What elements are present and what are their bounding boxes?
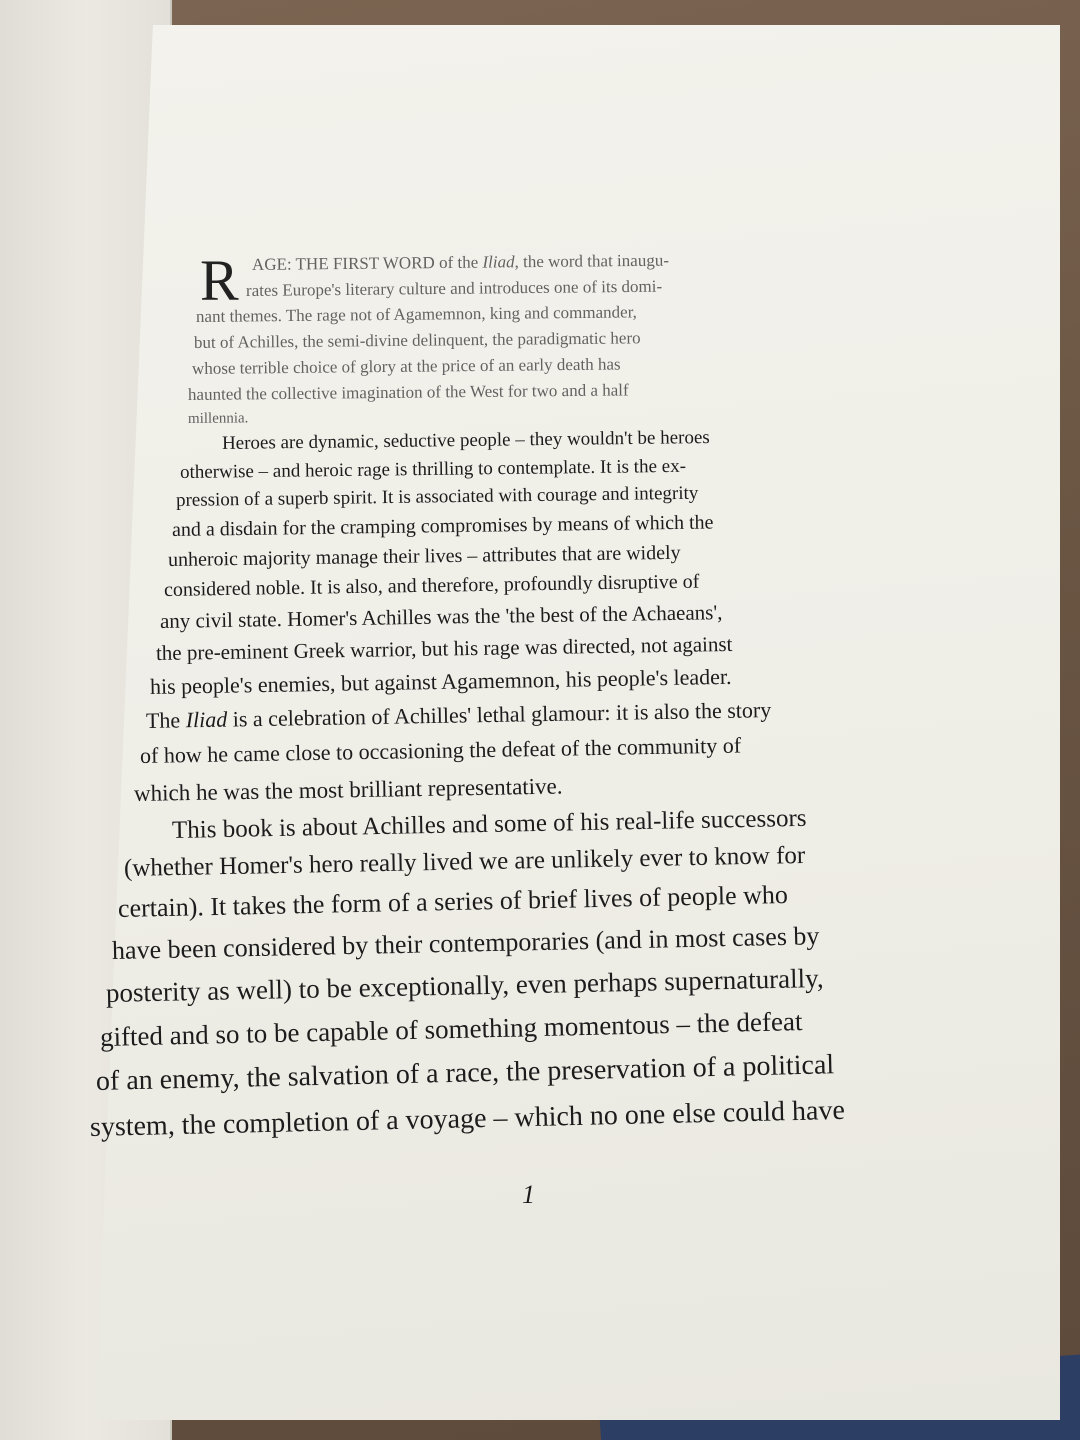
- text-line: posterity as well) to be exceptionally, even perhaps supernaturally,: [105, 962, 824, 1008]
- text-line: rates Europe's literary culture and introduces one of its domi-: [245, 276, 663, 300]
- page-number: 1: [522, 1180, 535, 1209]
- text-line: Heroes are dynamic, seductive people – they wouldn't be heroes: [221, 427, 710, 454]
- text-line: gifted and so to be capable of something momentous – the defeat: [99, 1006, 803, 1052]
- text-line: of how he came close to occasioning the defeat of the community of: [139, 732, 742, 768]
- text-line: nant themes. The rage not of Agamemnon, king and commander,: [195, 302, 637, 326]
- text-line: whose terrible choice of glory at the price of an early death has: [191, 354, 621, 378]
- text-line: haunted the collective imagination of the West for two and a half: [187, 380, 629, 404]
- text-line: (whether Homer's hero really lived we are unlikely ever to know for: [123, 841, 806, 882]
- text-line: any civil state. Homer's Achilles was the 'the best of the Achaeans',: [159, 600, 723, 633]
- text-line: otherwise – and heroic rage is thrilling to contemplate. It is the ex-: [179, 455, 687, 483]
- text-line: system, the completion of a voyage – which no one else could have: [89, 1094, 846, 1143]
- text-line: his people's enemies, but against Agamemnon, his people's leader.: [149, 663, 732, 699]
- text-line: The Iliad is a celebration of Achilles' lethal glamour: it is also the story: [145, 697, 772, 733]
- text-line: of an enemy, the salvation of a race, the preservation of a political: [95, 1049, 835, 1097]
- text-line: millennia.: [187, 410, 249, 427]
- text-line: and a disdain for the cramping compromises by means of which the: [171, 511, 714, 541]
- text-line: This book is about Achilles and some of his real-life successors: [171, 804, 807, 844]
- text-line: considered noble. It is also, and therefore, profoundly disruptive of: [163, 570, 700, 601]
- text-line: pression of a superb spirit. It is associated with courage and integrity: [175, 482, 699, 511]
- text-line: the pre-eminent Greek warrior, but his rage was directed, not against: [155, 631, 733, 665]
- text-line: AGE: THE FIRST WORD of the Iliad, the word that inaugu-: [251, 250, 670, 274]
- drop-cap: R: [200, 248, 239, 313]
- text-line: which he was the most brilliant representative.: [133, 773, 563, 806]
- text-line: have been considered by their contemporaries (and in most cases by: [111, 921, 820, 965]
- text-line: certain). It takes the form of a series of brief lives of people who: [117, 879, 789, 923]
- text-line: unheroic majority manage their lives – attributes that are widely: [167, 541, 681, 571]
- text-line: but of Achilles, the semi-divine delinquent, the paradigmatic hero: [193, 328, 641, 352]
